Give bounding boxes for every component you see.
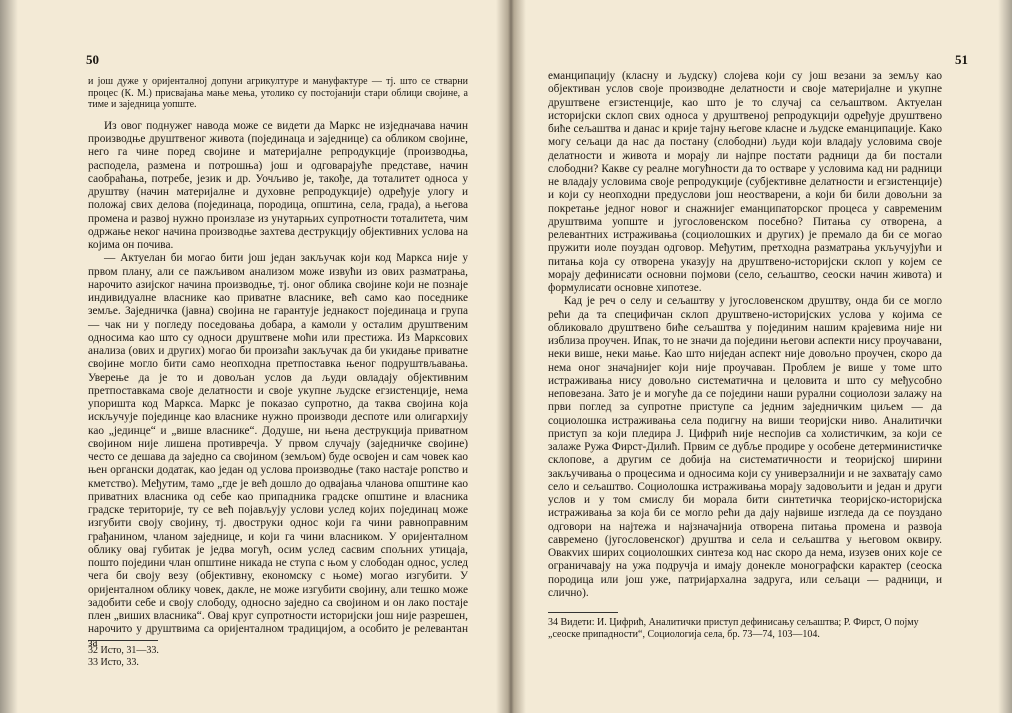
paragraph: Из овог поднужег навода може се видети да Маркс не изједначава начин производње друштвеног живота (појединаца и заједнице) са обликом својине, него га чине поред својине и материјалне репродукције (производња, расподела, размена и потрошња) још и одговарајуће представе, начин саобраћања, потребе, језик и др. Уочљиво је, такође, да тоталитет односа у друштву (начин материјалне и духовне репродукције) одређује улогу и положај свих делова (појединаца, породица, општина, села, града), а његова промена и развој нужно произлазе из унутарњих супротности тоталитета, чим одржање неког начина производње захтева деструкцију објективних услова на којима он почива. <box>88 119 468 252</box>
footnote: 33 Исто, 33. <box>88 656 139 668</box>
footnotes <box>548 598 942 640</box>
page-number: 51 <box>955 52 968 67</box>
book-gutter <box>496 0 526 713</box>
right-page-body <box>548 70 942 600</box>
page-edge-shadow <box>0 0 18 713</box>
page-number: 50 <box>86 52 99 67</box>
footnotes <box>88 626 468 668</box>
paragraph: — Актуелан би могао бити још један закључак који код Маркса није у првом плану, али се пажљивом анализом може извући из ових разматрања, нарочито азијског начина производње, тј. оног облика својине који не познаје индивидуалне власнике као приватне власнике, већ само као поседнике земље. Заједничка (јавна) својина не гарантује једнакост појединаца и група — чак ни у погледу поседовања добара, а камоли у осталим друштвеним односима као што су односи друштвене моћи или престижа. Из Марксових анализа (ових и других) могао би произаћи закључак да би укидање приватне својине могло бити само неопходна претпоставка њеног подруштвљавања. Уверење да је то и довољан услов да људи овладају објективним претпоставкама своје делатности и своје укупне људске егзистенције, нема упоришта код Маркса. Маркс је показао супротно, да таква својина која искључује појединце као власнике нужно производи деспоте или олигархију као „јединце“ и „више власнике“. Додуше, ни њена деструкција приватном својином није лишена противречја. У првом случају (заједничке својине) често се дешава да заједно са својином (земљом) буде освојен и сам човек као њен органски додатак, као један од услова производње (тако настаје ропство и кметство). Међутим, тамо „где је већ дошло до одвајања чланова општине као приватних власника од себе као припадника градске општине и власника градске територије, ту се већ појављују услови услед којих појединац може изгубити своју својину, тј. двоструки однос који га чини равноправним грађанином, чланом заједнице, и који га чини власником. У оријенталном облику овај губитак је једва могућ, осим услед сасвим спољних утицаја, пошто поједини члан општине никада не ступа с њом у слободан однос, услед чега би своју везу (објективну, економску с њоме) могао изгубити. У оријенталном облику човек, дакле, не може изгубити својину, али тешко може задобити себе и своју слободу, односно заједно са својином и он лако постаје плен „виших власника“. Овај круг супротности историјски још није разрешен, нарочито у друштвима са оријенталном традицијом, а особито је релевантан за <box>88 252 468 649</box>
page-edge-shadow <box>998 0 1012 713</box>
footnote: 34 Видети: И. Цифрић, Аналитички приступ дефинисању сељаштва; Р. Фирст, О појму „сеоске припадности“, Социологија села, бр. 73—74, 103—104. <box>548 617 919 640</box>
footnote: 32 Исто, 31—33. <box>88 645 159 656</box>
footnote-rule <box>548 612 618 613</box>
footnote-rule <box>88 640 158 641</box>
paragraph: еманципацију (класну и људску) слојева који су још везани за земљу као објективан услов своје производне делатности и своје материјалне и укупне друштвене егзистенције, као што је то случај са сељаштвом. Актуелан историјски склоп свих односа у друштвеној репродукцији одређује друштвено биће сељаштва и данас и крије тајну његове класне и људске еманципације. Како могу сељаци да нас да постану (слободни) људи који владају условима своје делатности и живота и морају ли најпре постати радници да би постали слободни? Какве су реалне могућности да то остваре у условима кад ни радници не владају условима своје репродукције (субјективне делатности и егзистенције) и који су неопходни предуслови још неостварени, а који би били довољни за покретање једног новог и снажнијег еманципаторског процеса у савременим друштвима уопште и југословенском посебно? Питања су отворена, а релевантних истраживања (социолошких и других) је премало да би се могао пружити иоле поуздан одговор. Међутим, претходна разматрања укључујући и питања која су отворена указују на друштвено-историјски склоп у којем се морају дефинисати основни појмови (село, сељаштво, сеоски начин живота) и формулисати основне хипотезе. <box>548 70 942 294</box>
left-page-body <box>88 76 468 650</box>
quote-fragment: и још дуже у оријенталној допуни агрикултуре и мануфактуре — тј. што се стварни процес (К. М.) присвајања мање мења, утолико су постојанији стари облици својине, а тиме и заједница уопште. <box>88 76 468 111</box>
right-page <box>508 0 1012 713</box>
paragraph: Кад је реч о селу и сељаштву у југословенском друштву, онда би се могло рећи да та специфичан склоп друштвено-историјских услова у којима се обликовало друштвено биће сељаштва у појединим нашим крајевима није ни изблиза проучен. Ипак, то не значи да поједини његови аспекти нису проучавани, неки више, неки мање. Као што ниједан аспект није довољно проучен, скоро да нема оног значајнијег који није проучаван. Проблем је више у томе што истраживања нису довољно систематична и целовита и што су међусобно неповезана. Зато је и могуће да се поједини наши рурални социолози залажу на први поглед за супротне приступе са једним заједничким циљем — да социолошка истраживања села подигну на виши теоријски ниво. Аналитички приступ за који пледира Ј. Цифрић није неспојив са холистичким, за који се залаже Ружа Фирст-Дилић. Првим се дубље продире у особене детерминистичке склопове, а другим се добија на систематичности и теоријској ширини закључивања о процесима и односима који су универзалнији и не захватају само село и сељаштво. Социолошка истраживања морају задовољити и један и други услов и у том смислу би морала бити синтетичка теоријско-историјска истраживања за која би се могло рећи да дају највише изгледа да се поуздано одговори на најтежа и најзначајнија отворена питања промена и развоја савремено (југословенског) друштва и села и сељаштва у његовом оквиру. Овакvих ширих социолошких синтеза код нас скоро да нема, изузев оних које се ограничавају на ужа подручја и имају донекле монографски карактер (сеоска породица или још уже, патријархална задруга, или сељаци — радници, и слично). <box>548 295 942 599</box>
